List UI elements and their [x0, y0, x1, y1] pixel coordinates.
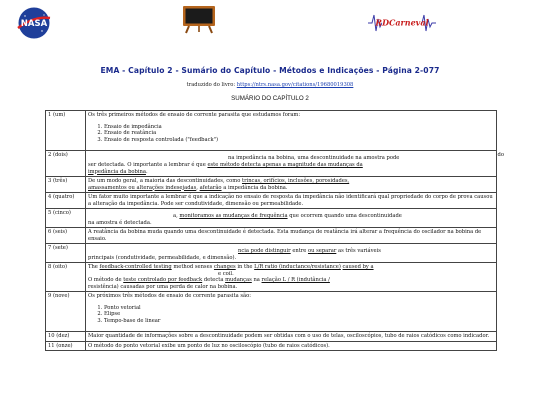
row-text: A reatância da bobina muda quando uma descontinuidade é detectada. Esta mudança de reatância irá alterar a frequência do oscilador na bobina de ensaio. — [86, 228, 497, 244]
source-link[interactable]: https://ntrs.nasa.gov/citations/19680019308 — [236, 82, 354, 88]
table-row — [46, 193, 497, 209]
row-number: 6 (seis) — [46, 228, 86, 244]
summary-heading: SUMÁRIO DO CAPÍTULO 2 — [231, 95, 309, 102]
table-row — [46, 151, 497, 177]
table-row — [46, 111, 497, 151]
row-text: Os próximos três métodos de ensaio de corrente parasita são: 1. Ponto vetorial 2. Elipse 3. Tempo-base de linear — [86, 292, 497, 332]
row-text: Os três primeiros métodos de ensaio de corrente parasita que estudamos foram: 1. Ensaio de impedância 2. Ensaio de reatância 3. Ensaio de resposta controlada ("feedback") — [86, 111, 497, 151]
row-text: Um fator muito importante a lembrar é que a indicação no ensaio de resposta da impedância não identificará qual propriedade do corpo de prova causou a alteração da impedância. Pode ser condutividade, dimensão ou permeabilidade. — [86, 193, 497, 209]
row-number: 5 (cinco) — [46, 209, 86, 228]
table-row — [46, 177, 497, 193]
row-number: 3 (três) — [46, 177, 86, 193]
row-number: 1 (um) — [46, 111, 86, 151]
list-item: 1. Ensaio de impedância — [104, 124, 494, 131]
method-list — [100, 305, 494, 325]
row-text: De um modo geral, a maioria das descontinuidades, como trincas, orifícios, inclusões, porosidades, amassamentos ou alterações indesejadas, afetarão a impedância da bobina. — [86, 177, 497, 193]
method-list — [100, 124, 494, 144]
row-number: 10 (dez) — [46, 332, 86, 342]
row-number: 11 (onze) — [46, 341, 86, 351]
nasa-logo — [14, 6, 54, 40]
row-text: ncia pode distinguir entre ou separar as três variáveis principais (condutividade, permeabilidade, e dimensão). — [86, 244, 497, 263]
blackboard-icon — [181, 4, 217, 34]
list-item: 2. Ensaio de reatância — [104, 130, 494, 137]
table-row — [46, 332, 497, 342]
row-number: 9 (nove) — [46, 292, 86, 332]
rdcarneval-logo — [368, 6, 436, 40]
list-item: 3. Ensaio de resposta controlada ("feedback") — [104, 137, 494, 144]
row-number: 4 (quatro) — [46, 193, 86, 209]
row-text: O método do ponto vetorial exibe um ponto de luz no osciloscópio (tubo de raios catódicos). — [86, 341, 497, 351]
row-number: 2 (dois) — [46, 151, 86, 177]
table-row — [46, 244, 497, 263]
row-number: 8 (oito) — [46, 263, 86, 292]
row-number: 7 (sete) — [46, 244, 86, 263]
rdcarneval-logo-text: RDCarneval — [375, 17, 429, 28]
nasa-logo-text: NASA — [20, 19, 48, 29]
row-text: a, monitoramos as mudanças de frequência que ocorrem quando uma descontinuidade na amostra é detectada. — [86, 209, 497, 228]
page-title: EMA - Capítulo 2 - Sumário do Capítulo - Métodos e Indicações - Página 2-077 — [100, 66, 440, 75]
translated-prefix: traduzido do livro: — [186, 82, 236, 88]
table-row — [46, 228, 497, 244]
list-item: 2. Elipse — [104, 311, 494, 318]
table-row — [46, 292, 497, 332]
list-item: 1. Ponto vetorial — [104, 305, 494, 312]
summary-table — [45, 110, 504, 351]
list-item: 3. Tempo-base de linear — [104, 318, 494, 325]
row-text: The feedback-controlled testing method senses changes in the L/R ratio (inductance/resistance) caused by a e coil. O método de teste controlado por feedback detecta mudanças na relação L / R (indutância / resistência) causadas por uma perda de calor na bobina. — [86, 263, 497, 292]
row-text: Maior quantidade de informações sobre a descontinuidade podem ser obtidas com o uso de telas, osciloscópios, tubo de raios catódicos como indicador. — [86, 332, 497, 342]
table-row — [46, 263, 497, 292]
translated-from-line — [0, 82, 540, 88]
row-text: na impedância na bobina, uma descontinuidade na amostra pode ser detectada. O importante a lembrar é que este método detecta apenas a magnitude das mudanças da impedância da bobina. do — [86, 151, 497, 177]
table-row — [46, 341, 497, 351]
table-row — [46, 209, 497, 228]
